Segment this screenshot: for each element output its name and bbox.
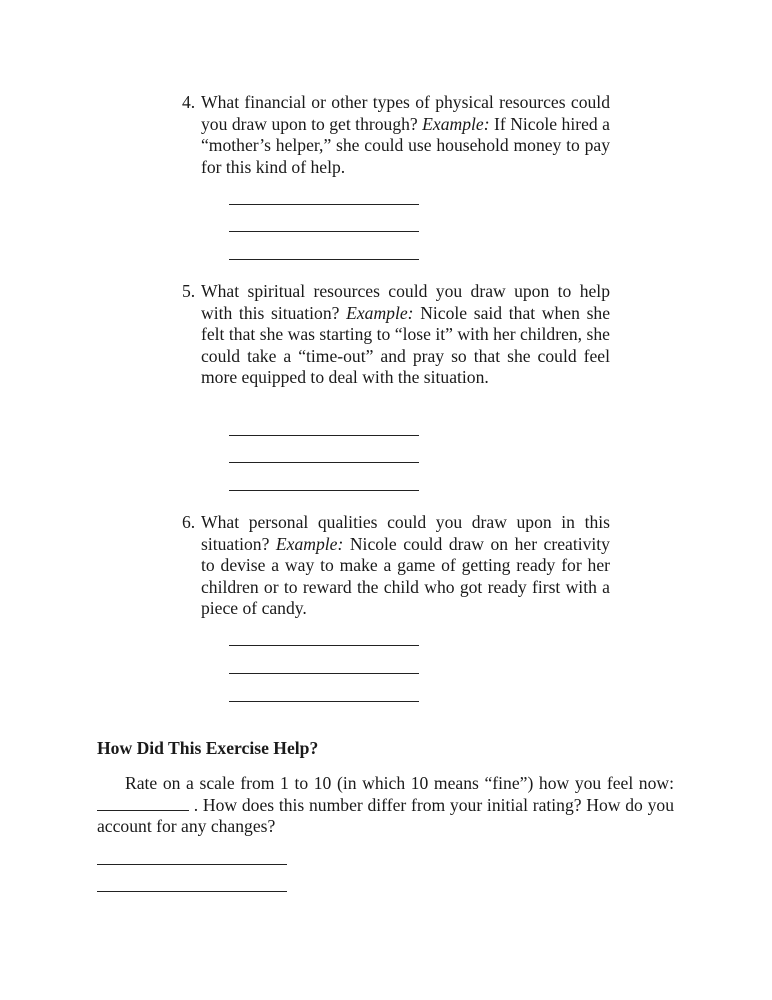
- answer-line[interactable]: [229, 701, 419, 702]
- question-4-text: What financial or other types of physical resources could you draw upon to get through? Example: If Nicole hired a “mother’s helper,” she could use household money to pay for this kind of help.: [201, 92, 610, 177]
- question-6: [182, 512, 610, 620]
- question-6-number: 6.: [182, 512, 196, 532]
- question-5-number: 5.: [182, 281, 196, 301]
- answer-line[interactable]: [97, 891, 287, 892]
- question-5: [182, 281, 610, 389]
- question-4: [182, 92, 610, 178]
- answer-line[interactable]: [229, 673, 419, 674]
- rating-paragraph: Rate on a scale from 1 to 10 (in which 10 means “fine”) how you feel now: . How does this number differ from your initial rating? How do you account for any changes?: [97, 773, 674, 837]
- answer-line[interactable]: [229, 435, 419, 436]
- answer-line[interactable]: [229, 490, 419, 491]
- rating-blank[interactable]: [97, 796, 189, 811]
- answer-line[interactable]: [97, 864, 287, 865]
- answer-line[interactable]: [229, 231, 419, 232]
- question-5-text: What spiritual resources could you draw upon to help with this situation? Example: Nicole said that when she felt that she was starting to “lose it” with her children, she could take a “time-out” and pray so that she could feel more equipped to deal with the situation.: [201, 281, 611, 388]
- answer-line[interactable]: [229, 462, 419, 463]
- question-6-text: What personal qualities could you draw upon in this situation? Example: Nicole could draw on her creativity to devise a way to make a game of getting ready for her children or to reward the child who got ready first with a piece of candy.: [201, 512, 610, 619]
- answer-line[interactable]: [229, 204, 419, 205]
- section-heading: How Did This Exercise Help?: [97, 738, 319, 758]
- answer-line[interactable]: [229, 645, 419, 646]
- answer-line[interactable]: [229, 259, 419, 260]
- question-4-number: 4.: [182, 92, 196, 112]
